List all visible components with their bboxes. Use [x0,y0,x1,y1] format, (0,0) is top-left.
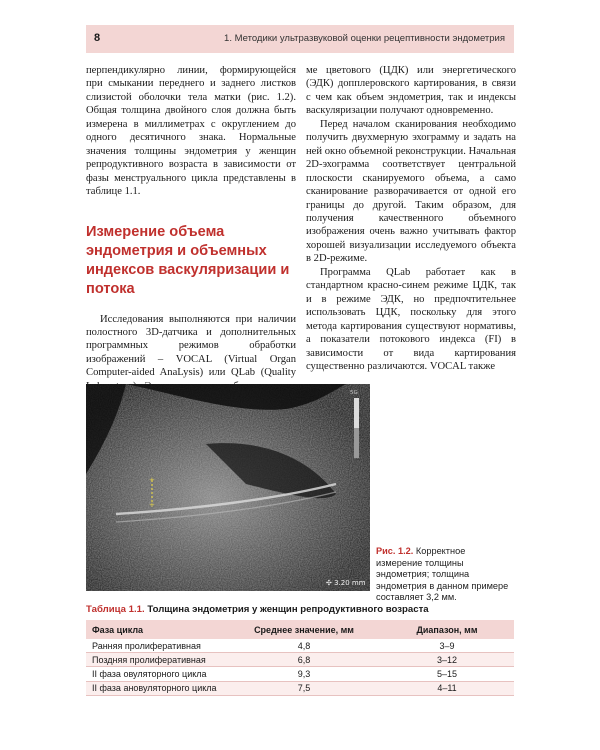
right-paragraph-1: ме цветового (ЦДК) или энергетического (ЭДК) допплеровского картирования, в связи с чем как объем эндометрия, так и индексы васкуляризации получают одновременно. [306,65,516,117]
table-cell-phase: II фаза овуляторного цикла [86,667,228,681]
table-title-text: Толщина эндометрия у женщин репродуктивного возраста [147,604,429,615]
table-row [86,639,514,653]
table-header-phase: Фаза цикла [86,620,228,639]
table-title-label: Таблица 1.1. [86,604,145,615]
table-cell-range: 4–11 [380,681,514,695]
running-title: 1. Методики ультразвуковой оценки рецептивности эндометрия [224,33,505,44]
scale-label: 5G [350,390,358,396]
right-paragraph-3: Программа QLab работает как в стандартном красно-синем режиме ЦДК, так и в режиме ЭДК, но предпочтительнее использовать ЦДК, поскольку для этого метода картирования существуют нормативы, а показатели потокового индекса (FI) в зависимости от вида картирования существенно различаются. VOCAL также [306,266,516,372]
table-row [86,667,514,681]
figure-caption [376,546,514,604]
table-cell-mean: 7,5 [228,681,380,695]
table-cell-range: 3–9 [380,639,514,653]
table-cell-mean: 6,8 [228,653,380,667]
endometrium-thickness-table [86,620,514,696]
left-paragraph-2: Исследования выполняются при наличии полостного 3D-датчика и дополнительных программных режимов обработки изображений – VOCAL (Virtual Organ Computer-aided AnaLysis) или QLab (Quality [86,313,296,379]
left-column [86,64,296,407]
table-header-range: Диапазон, мм [380,620,514,639]
section-heading: Измерение объема эндометрия и объемных индексов васкуляризации и потока [86,223,290,297]
right-column [306,64,516,373]
running-header [86,25,514,53]
figure-caption-text: Корректное измерение толщины эндометрия; толщина эндометрия в данном примере составляет 3,2 мм. [376,546,509,603]
table-row [86,681,514,695]
table-cell-phase: Поздняя пролиферативная [86,653,228,667]
table-header-mean: Среднее значение, мм [228,620,380,639]
table-cell-mean: 9,3 [228,667,380,681]
table-cell-range: 5–15 [380,667,514,681]
table-cell-range: 3–12 [380,653,514,667]
table-cell-phase: Ранняя пролиферативная [86,639,228,653]
figure-caption-label: Рис. 1.2. [376,546,414,556]
svg-text:+: + [149,476,155,484]
table-cell-phase: II фаза ановуляторного цикла [86,681,228,695]
table-header-row [86,620,514,639]
table-title [86,604,429,615]
table-row [86,653,514,667]
measurement-readout: ✣ 3.20 mm [326,579,366,587]
svg-text:+: + [149,501,155,509]
ultrasound-image [86,384,370,591]
left-paragraph-1: перпендикулярно линии, формирующейся при смыкании переднего и заднего листков слизистой оболочки тела матки (рис. 1.2). Общая толщина двойного слоя должна быть измерена в миллиметрах с округлением до одного десятичного знака. Нормальные значения толщины эндометрия у женщин репродуктивного возраста в зависимости от фазы менструального цикла представлены в таблице 1.1. [86,65,296,198]
right-paragraph-2: Перед началом сканирования необходимо получить двухмерную эхограмму и задать на ней окно объемной реконструкции. Начальная 2D-эхограмма соответствует центральной плоскости сканируемого объема, а само сканирование разворачивается от одной его границы до другой. Таким образом, для получения качественного объемного изображения очень важно учитывать фактор хорошей визуализации исследуемого объекта в 2D-режиме. [306,118,516,265]
page-number: 8 [94,32,101,44]
table-cell-mean: 4,8 [228,639,380,653]
